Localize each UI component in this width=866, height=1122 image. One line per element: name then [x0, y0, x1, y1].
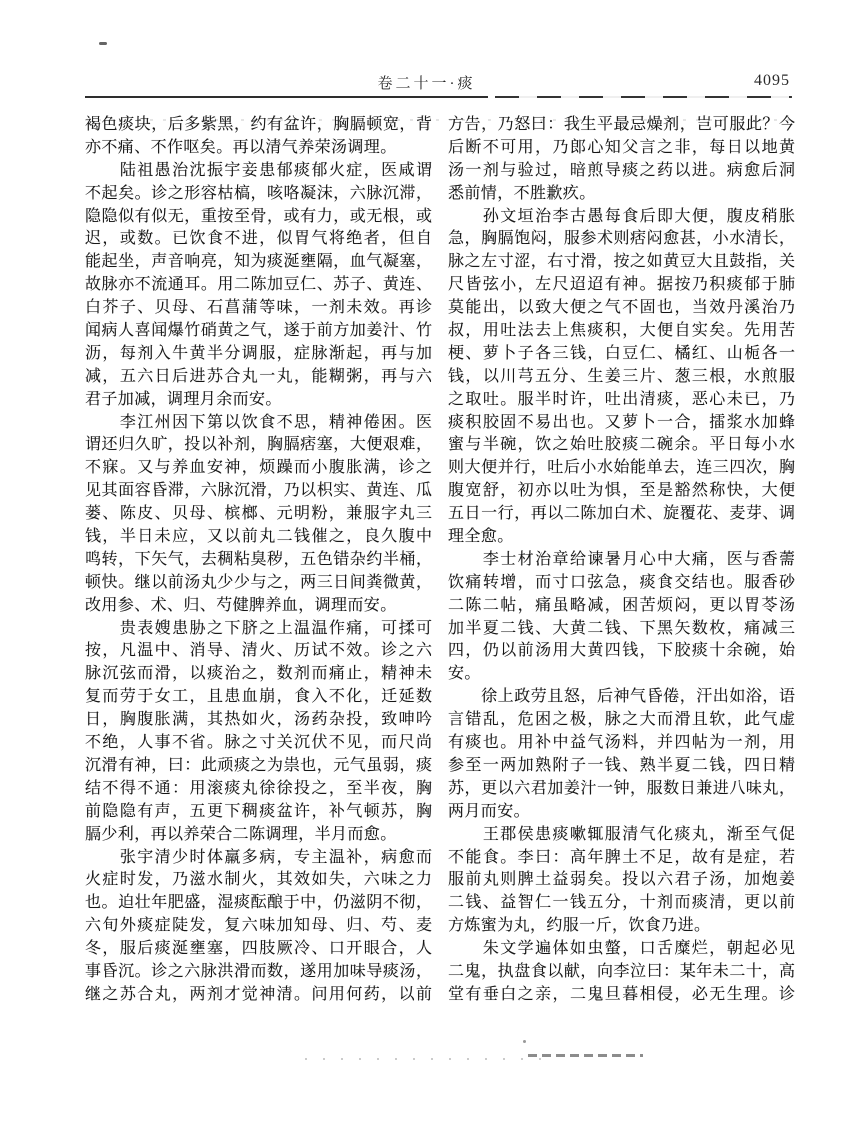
text-line: 陆祖愚治沈振宇妾患郁痰郁火症，医咸谓: [85, 161, 432, 179]
text-body: [85, 114, 795, 1007]
text-line: 能起坐，声音响亮，知为痰涎壅隔，血气凝塞，: [85, 253, 432, 271]
text-line: 脉之左寸涩，右寸滑，按之如黄豆大且鼓指，关: [448, 253, 795, 271]
text-line: 张宇清少时体羸多病，专主温补，病愈而: [85, 848, 432, 866]
text-line: 隐隐似有似无，重按至骨，或有力，或无根，或: [85, 207, 432, 225]
text-column-right: [448, 114, 795, 1007]
text-line: 腹宽舒，初亦以吐为惧，至是豁然称快，大便: [448, 482, 795, 500]
text-line: 迟，或数。已饮食不进，似胃气将绝者，但自: [85, 230, 432, 248]
text-line: 徐上政劳且怒，后神气昏倦，汗出如浴，语: [448, 688, 795, 706]
text-line: 改用参、术、归、芍健脾养血，调理而安。: [85, 596, 397, 614]
text-line: 故脉亦不流通耳。用二陈加豆仁、苏子、黄连、: [85, 276, 432, 294]
text-line: 苏，更以六君加姜汁一钟，服数日兼进八味丸，: [448, 779, 795, 797]
text-line: 急，胸膈饱闷，服参术则痞闷愈甚，小水清长，: [448, 230, 795, 248]
text-line: 脉沉弦而滑，以痰治之，数剂而痛止，精神未: [85, 665, 432, 683]
text-line: 服前丸则脾土益弱矣。投以六君子汤，加炮姜: [448, 871, 795, 889]
text-line: 后断不可用，乃郎心知父言之非，每日以地黄: [448, 138, 795, 156]
text-line: 莫能出，以致大便之气不固也，当效丹溪治乃: [448, 299, 795, 317]
text-line: 按，凡温中、消导、清火、历试不效。诊之六: [85, 642, 432, 660]
text-line: 加半夏二钱、大黄二钱、下黑矢数枚，痛减三: [448, 619, 795, 637]
text-line: 方炼蜜为丸，约服一斤，饮食乃进。: [448, 917, 711, 935]
text-line: 不能食。李曰：高年脾土不足，故有是症，若: [448, 848, 795, 866]
text-line: 亦不痛、不作呕矣。再以清气养荣汤调理。: [85, 138, 397, 156]
scan-noise-bottom: [305, 1058, 545, 1060]
scan-speck: [523, 1040, 526, 1043]
text-line: 也。迫壮年肥盛，湿痰酝酿于中，仍滋阴不彻，: [85, 894, 432, 912]
text-line: 日，胸腹胀满，其热如火，汤药杂投，致呻吟: [85, 711, 432, 729]
text-line: 尺皆弦小，左尺迢迢有神。据按乃积痰郁于肺: [448, 276, 795, 294]
text-line: 孙文垣治李古愚每食后即大便，腹皮稍胀: [448, 207, 795, 225]
text-line: 汤一剂与验过，暗煎导痰之药以进。病愈后洞: [448, 161, 795, 179]
text-line: 鸣转，下矢气，去稠粘臭秽，五色错杂约半桶，: [85, 550, 432, 568]
text-line: 五日一行，再以二陈加白术、旋覆花、麦芽、调: [448, 505, 795, 523]
text-line: 方告，乃怒曰：我生平最忌燥剂，岂可服此？今: [448, 116, 795, 133]
text-line: 四，仍以前汤用大黄四钱，下胶痰十余碗，始: [448, 642, 795, 660]
text-line: 言错乱，危困之极，脉之大而滑且软，此气虚: [448, 711, 795, 729]
text-line: 堂有垂白之亲，二鬼旦暮相侵，必无生理。诊: [448, 985, 795, 1003]
text-line: 悉前情，不胜歉疚。: [448, 184, 596, 202]
text-column-left: [85, 114, 432, 1007]
text-line: 蜜与半碗，饮之始吐胶痰二碗余。平日每小水: [448, 436, 795, 454]
text-line: 减，五六日后进苏合丸一丸，能糊粥，再与六: [85, 367, 432, 385]
text-line: 贵表嫂患胁之下脐之上温温作痛，可揉可: [85, 619, 432, 637]
text-line: 李江州因下第以饮食不思，精神倦困。医: [85, 413, 432, 431]
text-line: 见其面容昏滞，六脉沉滑，乃以枳实、黄连、瓜: [85, 482, 432, 500]
text-line: 李士材治章给谏暑月心中大痛，医与香薷: [448, 550, 795, 568]
text-line: 之取吐。服半时许，吐出清痰，恶心未已，乃: [448, 390, 795, 408]
text-line: 梗、萝卜子各三钱，白豆仁、橘红、山栀各一: [448, 344, 795, 362]
text-line: 钱，半日未应，又以前丸二钱催之，良久腹中: [85, 528, 432, 546]
text-line: 参至一两加熟附子一钱、熟半夏二钱，四日精: [448, 756, 795, 774]
text-line: 二钱、益智仁一钱五分，十剂而痰清，更以前: [448, 894, 795, 912]
text-line: 褐色痰块，后多紫黑，约有盆许，胸膈顿宽，背: [85, 116, 432, 133]
page-number: 4095: [754, 72, 790, 89]
text-line: 安。: [448, 665, 481, 683]
text-line: 继之苏合丸，两剂才觉神清。问用何药，以前: [85, 985, 432, 1003]
text-line: 叔，用吐法去上焦痰积，大便自实矣。先用苦: [448, 322, 795, 340]
page-header: [85, 72, 792, 92]
text-line: 二陈二帖，痛虽略减，困苦烦闷，更以胃苓汤: [448, 596, 795, 614]
text-line: 有痰也。用补中益气汤料，并四帖为一剂，用: [448, 734, 795, 752]
text-line: 火症时发，乃滋水制火，其效如失，六味之力: [85, 871, 432, 889]
text-line: 闻病人喜闻爆竹硝黄之气，遂于前方加姜汁、竹: [85, 322, 432, 340]
text-line: 两月而安。: [448, 802, 531, 820]
chapter-title: 卷二十一·痰: [377, 76, 476, 92]
text-line: 蒌、陈皮、贝母、槟榔、元明粉，兼服字丸三: [85, 505, 432, 523]
scan-noise-bottom-smudge: [528, 1054, 643, 1057]
text-line: 不起矣。诊之形容枯槁，咳咯凝沫，六脉沉滞，: [85, 184, 432, 202]
text-line: 前隐隐有声，五更下稠痰盆许，补气顿苏，胸: [85, 802, 432, 820]
header-rule: [85, 96, 792, 98]
text-line: 痰积胶固不易出也。又萝卜一合，擂浆水加蜂: [448, 413, 795, 431]
text-line: 六旬外痰症陡发，复六味加知母、归、芍、麦: [85, 917, 432, 935]
text-line: 顿快。继以前汤丸少少与之，两三日间粪微黄，: [85, 573, 432, 591]
text-line: 二鬼，执盘食以献，向李泣曰：某年未二十，高: [448, 962, 795, 980]
text-line: 理全愈。: [448, 528, 514, 546]
text-line: 不绝，人事不省。脉之寸关沉伏不见，而尺尚: [85, 734, 432, 752]
text-line: 沉滑有神，曰：此顽痰之为祟也，元气虽弱，痰: [85, 756, 432, 774]
scan-speck: [99, 42, 107, 45]
text-line: 饮痛转增，而寸口弦急，痰食交结也。服香砂: [448, 573, 795, 591]
text-line: 谓还归久旷，投以补剂，胸膈痞塞，大便艰难，: [85, 436, 432, 454]
text-line: 朱文学遍体如虫螫，口舌糜烂，朝起必见: [448, 940, 795, 958]
text-line: 冬，服后痰涎壅塞，四肢厥冷、口开眼合，人: [85, 940, 432, 958]
text-line: 君子加减，调理月余而安。: [85, 390, 282, 408]
text-line: 不寐。又与养血安神，烦躁而小腹胀满，诊之: [85, 459, 432, 477]
text-line: 则大便并行，吐后小水始能单去，连三四次，胸: [448, 459, 795, 477]
text-line: 钱，以川芎五分、生姜三片、葱三根，水煎服: [448, 367, 795, 385]
text-line: 沥，每剂入牛黄半分调服，症脉渐起，再与加: [85, 344, 432, 362]
text-line: 王郡侯患痰嗽辄服清气化痰丸，渐至气促: [448, 825, 795, 843]
text-line: 复而劳于女工，且患血崩，食入不化，迁延数: [85, 688, 432, 706]
text-line: 事昏沉。诊之六脉洪滑而数，遂用加味导痰汤，: [85, 962, 432, 980]
text-line: 白芥子、贝母、石菖蒲等味，一剂未效。再诊: [85, 299, 432, 317]
text-line: 膈少利，再以养荣合二陈调理，半月而愈。: [85, 825, 397, 843]
text-line: 结不得不通：用滚痰丸徐徐投之，至半夜，胸: [85, 779, 432, 797]
